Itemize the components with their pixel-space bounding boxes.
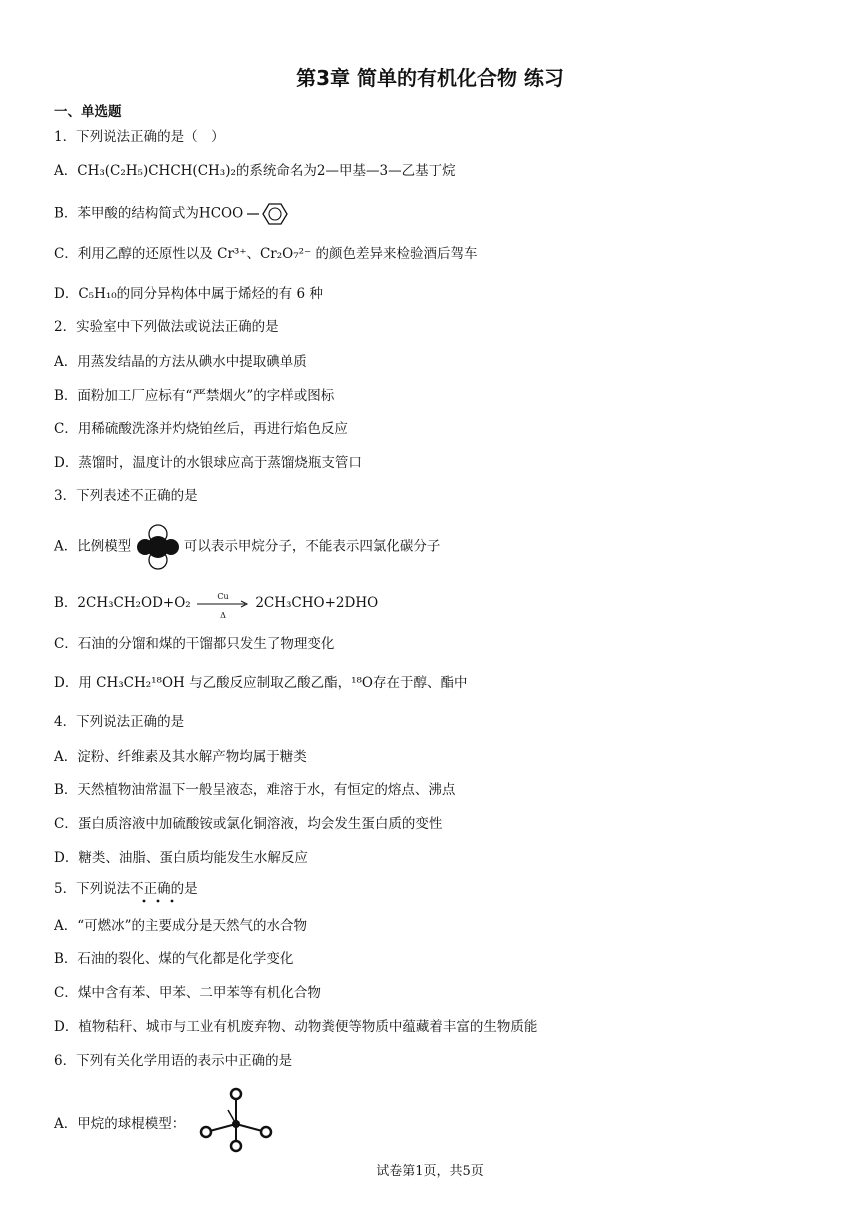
page-footer: 试卷第1页，共5页 <box>376 1164 484 1179</box>
option-3b-products: 2CH₃CHO+2DHO <box>255 595 379 611</box>
space-filling-model-figure <box>136 524 180 570</box>
option-3d: D．用 CH₃CH₂¹⁸OH 与乙酸反应制取乙酸乙酯，¹⁸O存在于醇、酯中 <box>54 675 468 691</box>
option-1c: C．利用乙醇的还原性以及 Cr³⁺、Cr₂O₇²⁻ 的颜色差异来检验酒后驾车 <box>54 246 478 262</box>
option-6a: A．甲烷的球棍模型： <box>54 1116 186 1132</box>
option-3a-text-end: 可以表示甲烷分子，不能表示四氯化碳分子 <box>183 538 441 555</box>
option-5c: C．煤中含有苯、甲苯、二甲苯等有机化合物 <box>54 985 321 1001</box>
benzene-ring-figure <box>247 201 293 227</box>
section-heading: 一、单选题 <box>54 104 122 120</box>
option-5d: D．植物秸秆、城市与工业有机废弃物、动物粪便等物质中蕴藏着丰富的生物质能 <box>54 1019 538 1035</box>
page-title: 第3章 简单的有机化合物 练习 <box>296 66 564 90</box>
question-2: 2．实验室中下列做法或说法正确的是 <box>54 319 279 335</box>
arrow-condition: Δ <box>220 610 226 620</box>
ball-and-stick-model-figure <box>196 1086 276 1156</box>
option-5a: A．“可燃冰”的主要成分是天然气的水合物 <box>54 918 308 934</box>
option-1a: A．CH₃(C₂H₅)CHCH(CH₃)₂的系统命名为2—甲基—3—乙基丁烷 <box>54 163 456 179</box>
option-3c: C．石油的分馏和煤的干馏都只发生了物理变化 <box>54 636 335 652</box>
option-5b: B．石油的裂化、煤的气化都是化学变化 <box>54 951 294 967</box>
option-4d: D．糖类、油脂、蛋白质均能发生水解反应 <box>54 850 308 866</box>
option-3b-reactants: B．2CH₃CH₂OD+O₂ <box>54 595 191 611</box>
emphasis-dots-icon <box>140 898 190 904</box>
reaction-arrow <box>195 591 251 620</box>
option-1b-text: B．苯甲酸的结构简式为HCOO <box>54 205 244 222</box>
option-4b: B．天然植物油常温下一般呈液态，难溶于水，有恒定的熔点、沸点 <box>54 782 456 798</box>
question-5: 5．下列说法不正确的是 <box>54 881 198 897</box>
question-4: 4．下列说法正确的是 <box>54 714 185 730</box>
option-1b <box>54 201 293 227</box>
option-2d: D．蒸馏时，温度计的水银球应高于蒸馏烧瓶支管口 <box>54 455 362 471</box>
option-3b <box>54 591 379 620</box>
question-6: 6．下列有关化学用语的表示中正确的是 <box>54 1053 293 1069</box>
option-4a: A．淀粉、纤维素及其水解产物均属于糖类 <box>54 749 307 765</box>
option-3a-text-start: A．比例模型 <box>54 538 132 555</box>
question-3: 3．下列表述不正确的是 <box>54 488 198 504</box>
option-3a <box>54 524 440 570</box>
option-1d: D．C₅H₁₀的同分异构体中属于烯烃的有 6 种 <box>54 286 323 302</box>
option-2c: C．用稀硫酸洗涤并灼烧铂丝后，再进行焰色反应 <box>54 421 348 437</box>
arrow-catalyst: Cu <box>217 591 229 601</box>
option-2b: B．面粉加工厂应标有“严禁烟火”的字样或图标 <box>54 388 335 404</box>
option-2a: A．用蒸发结晶的方法从碘水中提取碘单质 <box>54 354 307 370</box>
question-1: 1．下列说法正确的是（ ） <box>54 129 225 145</box>
option-4c: C．蛋白质溶液中加硫酸铵或氯化铜溶液，均会发生蛋白质的变性 <box>54 816 443 832</box>
